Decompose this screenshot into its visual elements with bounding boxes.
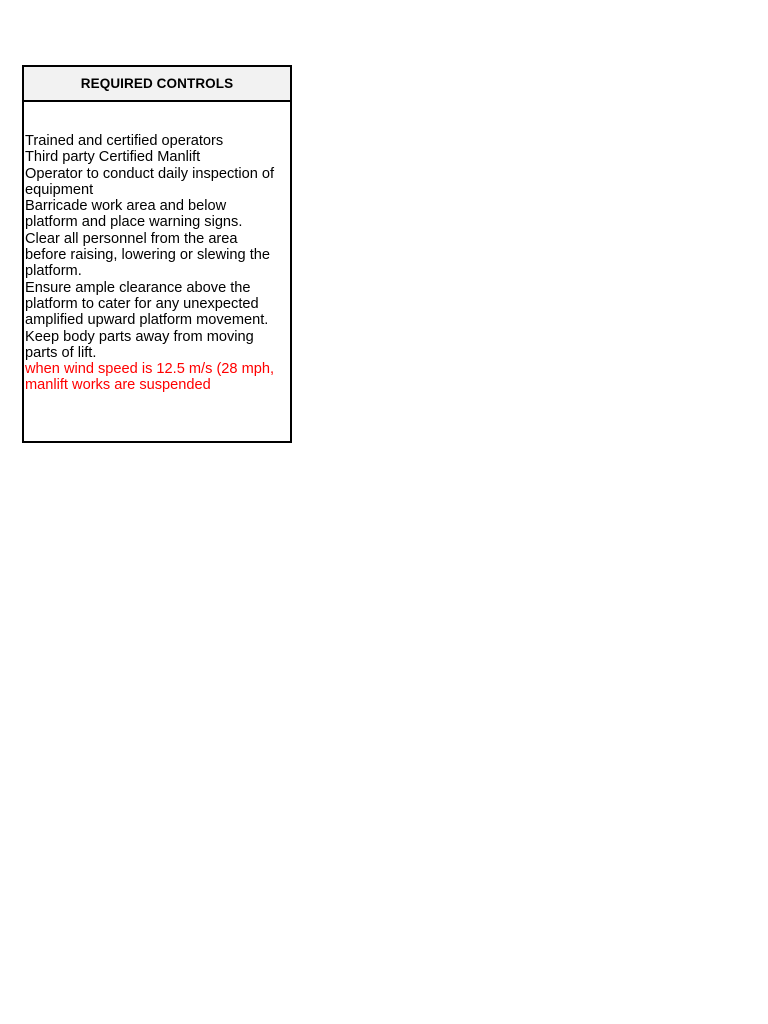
control-line: Clear all personnel from the area <box>25 230 238 247</box>
required-controls-table <box>22 65 292 443</box>
wind-speed-warning-line: when wind speed is 12.5 m/s (28 mph, <box>25 361 275 378</box>
table-body-cell <box>24 102 290 441</box>
table-header <box>24 67 290 102</box>
wind-speed-warning-line: manlift works are suspended <box>25 377 211 394</box>
control-line: Trained and certified operators <box>25 133 224 149</box>
control-line: Barricade work area and below <box>25 198 227 215</box>
table-header-label: REQUIRED CONTROLS <box>80 76 234 91</box>
control-line: equipment <box>25 181 94 198</box>
control-line: Operator to conduct daily inspection of <box>25 165 275 182</box>
control-line: Ensure ample clearance above the <box>25 279 251 296</box>
control-line: Keep body parts away from moving <box>25 328 254 345</box>
control-line: platform and place warning signs. <box>25 214 243 231</box>
control-line: amplified upward platform movement. <box>25 312 269 329</box>
control-line: Third party Certified Manlift <box>25 149 201 166</box>
control-line: platform. <box>25 263 82 280</box>
control-line: before raising, lowering or slewing the <box>25 247 270 264</box>
control-line: platform to cater for any unexpected <box>25 295 259 312</box>
control-line: parts of lift. <box>25 344 97 361</box>
